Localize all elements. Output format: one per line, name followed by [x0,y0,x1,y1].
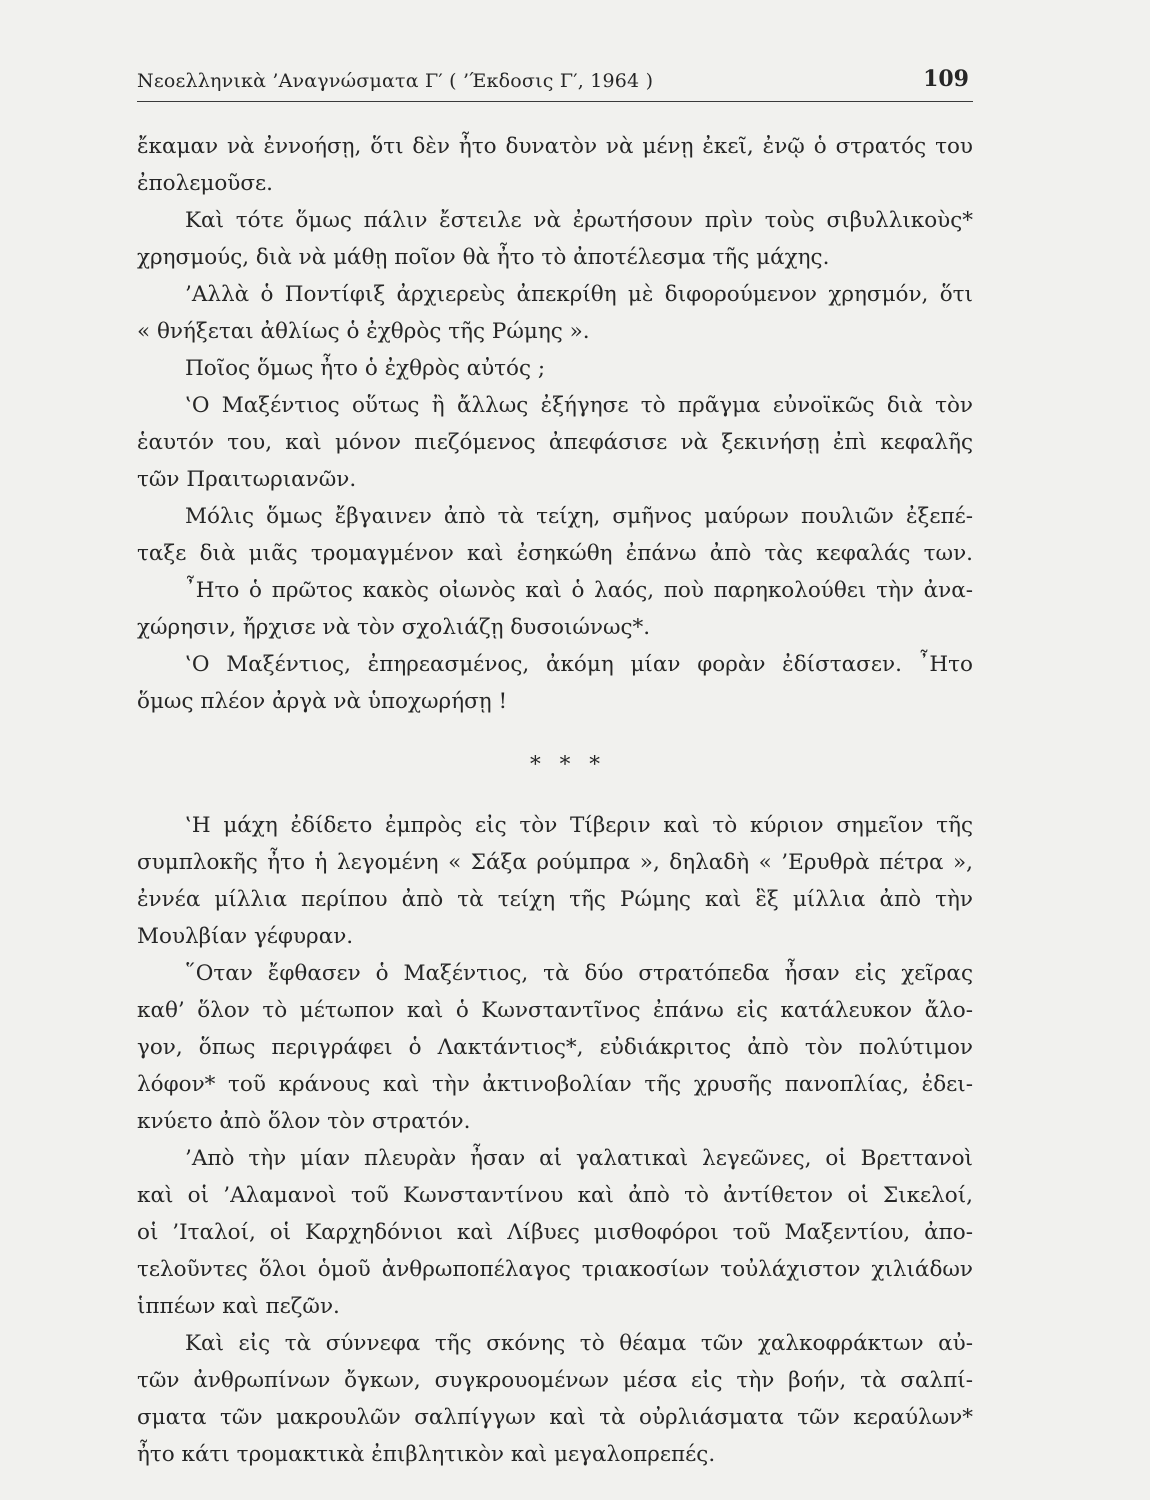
text-line: ’Αλλὰ ὁ Ποντίφιξ ἀρχιερεὺς ἀπεκρίθη μὲ διφορούμενον χρησμόν, ὅτι [185,282,973,307]
text-line: ῏Ητο ὁ πρῶτος κακὸς οἰωνὸς καὶ ὁ λαός, ποὺ παρηκολούθει τὴν ἀνα- [185,578,973,603]
text-line: τῶν ἀνθρωπίνων ὄγκων, συγκρουομένων μέσα εἰς τὴν βοήν, τὰ σαλπί- [137,1368,973,1393]
text-line: σματα τῶν μακρουλῶν σαλπίγγων καὶ τὰ οὐρλιάσματα τῶν κεραύλων* [137,1405,973,1430]
text-line: συμπλοκῆς ἦτο ἡ λεγομένη « Σάξα ρούμπρα », δηλαδὴ « ’Ερυθρὰ πέτρα », [137,850,973,875]
text-line: ἔκαμαν νὰ ἐννοήσῃ, ὅτι δὲν ἦτο δυνατὸν νὰ μένῃ ἐκεῖ, ἐνῷ ὁ στρατός του [137,134,973,159]
text-line: ἱππέων καὶ πεζῶν. [137,1294,340,1319]
text-line: Καὶ εἰς τὰ σύννεφα τῆς σκόνης τὸ θέαμα τῶν χαλκοφράκτων αὐ- [185,1331,973,1356]
section-separator: * * * [530,752,606,777]
text-line: οἱ ’Ιταλοί, οἱ Καρχηδόνιοι καὶ Λίβυες μισθοφόροι τοῦ Μαξεντίου, ἀπο- [137,1220,973,1245]
running-title: Νεοελληνικὰ ’Αναγνώσματα Γ′ ( ’Έκδοσις Γ′, 1964 ) [137,70,654,92]
text-line: ‛Ο Μαξέντιος, ἐπηρεασμένος, ἀκόμη μίαν φορὰν ἐδίστασεν. ῏Ητο [185,652,973,677]
text-line: ὅμως πλέον ἀργὰ νὰ ὑποχωρήσῃ ! [137,689,508,714]
text-line: ‛Ο Μαξέντιος οὕτως ἢ ἄλλως ἐξήγησε τὸ πρᾶγμα εὐνοϊκῶς διὰ τὸν [185,393,973,418]
text-line: « θνήξεται ἀθλίως ὁ ἐχθρὸς τῆς Ρώμης ». [137,319,590,344]
text-line: κνύετο ἀπὸ ὅλον τὸν στρατόν. [137,1109,471,1134]
text-line: Μουλβίαν γέφυραν. [137,924,354,949]
page-number: 109 [923,66,969,92]
body-text [137,128,973,1473]
text-line: τελοῦντες ὅλοι ὁμοῦ ἀνθρωποπέλαγος τριακοσίων τοὐλάχιστον χιλιάδων [137,1257,973,1282]
text-line: ῞Οταν ἔφθασεν ὁ Μαξέντιος, τὰ δύο στρατόπεδα ἦσαν εἰς χεῖρας [185,961,973,986]
text-line: καὶ οἱ ’Αλαμανοὶ τοῦ Κωνσταντίνου καὶ ἀπὸ τὸ ἀντίθετον οἱ Σικελοί, [137,1183,973,1208]
text-line: ταξε διὰ μιᾶς τρομαγμένον καὶ ἐσηκώθη ἐπάνω ἀπὸ τὰς κεφαλάς των. [137,541,973,566]
running-header [137,62,973,102]
spacer [137,720,973,746]
text-line: ἑαυτόν του, καὶ μόνον πιεζόμενος ἀπεφάσισε νὰ ξεκινήσῃ ἐπὶ κεφαλῆς [137,430,973,455]
text-line: ’Απὸ τὴν μίαν πλευρὰν ἦσαν αἱ γαλατικαὶ λεγεῶνες, οἱ Βρεττανοὶ [185,1146,973,1171]
text-line: ἦτο κάτι τρομακτικὰ ἐπιβλητικὸν καὶ μεγαλοπρεπές. [137,1442,716,1467]
text-line: χρησμούς, διὰ νὰ μάθῃ ποῖον θὰ ἦτο τὸ ἀποτέλεσμα τῆς μάχης. [137,245,830,270]
text-line: Ποῖος ὅμως ἦτο ὁ ἐχθρὸς αὐτός ; [185,356,546,381]
text-line: λόφον* τοῦ κράνους καὶ τὴν ἀκτινοβολίαν τῆς χρυσῆς πανοπλίας, ἐδει- [137,1072,973,1097]
text-line: τῶν Πραιτωριανῶν. [137,467,357,492]
text-line: ‛Η μάχη ἐδίδετο ἐμπρὸς εἰς τὸν Τίβεριν καὶ τὸ κύριον σημεῖον τῆς [185,813,973,838]
spacer [137,783,973,807]
text-line: καθ’ ὅλον τὸ μέτωπον καὶ ὁ Κωνσταντῖνος ἐπάνω εἰς κατάλευκον ἄλο- [137,998,973,1023]
text-line: χώρησιν, ἤρχισε νὰ τὸν σχολιάζῃ δυσοιώνως*. [137,615,651,640]
text-line: Καὶ τότε ὅμως πάλιν ἔστειλε νὰ ἐρωτήσουν πρὶν τοὺς σιβυλλικοὺς* [185,208,973,233]
text-line: ἐννέα μίλλια περίπου ἀπὸ τὰ τείχη τῆς Ρώμης καὶ ἓξ μίλλια ἀπὸ τὴν [137,887,973,912]
text-line: ἐπολεμοῦσε. [137,171,274,196]
text-line: Μόλις ὅμως ἔβγαινεν ἀπὸ τὰ τείχη, σμῆνος μαύρων πουλιῶν ἐξεπέ- [185,504,973,529]
text-line: γον, ὅπως περιγράφει ὁ Λακτάντιος*, εὐδιάκριτος ἀπὸ τὸν πολύτιμον [137,1035,973,1060]
